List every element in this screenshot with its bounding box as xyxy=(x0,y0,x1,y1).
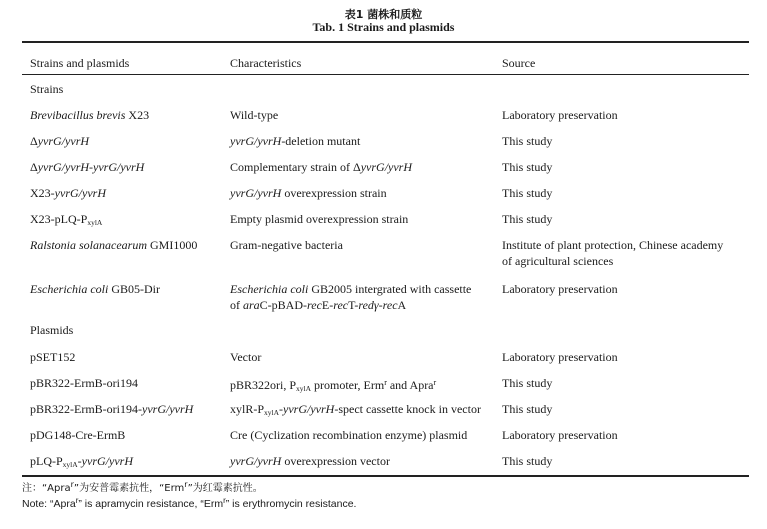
table-note-english: Note: “Apra$^r$” is apramycin resistance, “Erm$^r$” is erythromycin resistance. xyxy=(22,496,357,510)
table-row-characteristic: Empty plasmid overexpression strain xyxy=(230,212,409,226)
table-row-name: ΔyvrG/yvrH-yvrG/yvrH xyxy=(30,160,145,174)
table-row-name: pSET152 xyxy=(30,350,76,364)
table-row-characteristic: yvrG/yvrH overexpression vector xyxy=(230,454,390,468)
table-row-source: Institute of plant protection, Chinese academy of agricultural sciences xyxy=(502,238,724,268)
header-characteristics: Characteristics xyxy=(230,56,302,70)
header-rule xyxy=(22,74,749,75)
table-row-source: This study xyxy=(502,402,553,416)
table-row-characteristic: Escherichia coli GB2005 intergrated with cassette of araC-pBAD-recE-recT-redγ-recA xyxy=(230,282,472,312)
bottom-rule xyxy=(22,475,749,477)
table-row-source: Laboratory preservation xyxy=(502,282,618,296)
table-row-characteristic: Complementary strain of ΔyvrG/yvrH xyxy=(230,160,413,174)
header-source: Source xyxy=(502,56,536,70)
table-title-english: Tab. 1 Strains and plasmids xyxy=(312,20,455,34)
table-row-name: Brevibacillus brevis X23 xyxy=(30,108,150,122)
table-title-chinese: 表1 菌株和质粒 xyxy=(344,8,423,21)
table-row-name: X23-yvrG/yvrH xyxy=(30,186,106,200)
top-rule xyxy=(22,41,749,43)
table-note-chinese: 注：“Apra$^r$”为安普霉素抗性，“Erm$^r$”为红霉素抗性。 xyxy=(22,480,263,494)
table-row-characteristic: Wild-type xyxy=(230,108,279,122)
table-row-characteristic: Gram-negative bacteria xyxy=(230,238,343,252)
table-row-characteristic: Cre (Cyclization recombination enzyme) plasmid xyxy=(230,428,468,442)
table-row-name: $X23-pLQ-P_{xylA}$ xyxy=(30,212,103,227)
table-row-name: Ralstonia solanacearum GMI1000 xyxy=(30,238,198,252)
table-row-characteristic: xylR-$P_{xylA}-yvrG/yvrH$-spect cassette knock in vector xyxy=(230,402,481,417)
table-row-name: Escherichia coli GB05-Dir xyxy=(30,282,160,296)
table-row-source: This study xyxy=(502,454,553,468)
table-row-name: ΔyvrG/yvrH xyxy=(30,134,90,148)
table-row-source: Laboratory preservation xyxy=(502,350,618,364)
table-row-source: This study xyxy=(502,186,553,200)
table-row-source: Laboratory preservation xyxy=(502,428,618,442)
table-row-characteristic: yvrG/yvrH-deletion mutant xyxy=(230,134,361,148)
table-row-characteristic: yvrG/yvrH overexpression strain xyxy=(230,186,387,200)
section-strains: Strains xyxy=(30,82,64,96)
header-strains-plasmids: Strains and plasmids xyxy=(30,56,130,70)
table-row-source: This study xyxy=(502,376,553,390)
section-plasmids: Plasmids xyxy=(30,323,74,337)
table-row-characteristic: Vector xyxy=(230,350,262,364)
table-row-name: pBR322-ErmB-ori194-yvrG/yvrH xyxy=(30,402,194,416)
table-row-source: This study xyxy=(502,212,553,226)
table-row-name: pBR322-ErmB-ori194 xyxy=(30,376,138,390)
table-row-name: pLQ-$P_{xylA}-yvrG$/yvrH xyxy=(30,454,133,469)
table-row-source: Laboratory preservation xyxy=(502,108,618,122)
table-row-name: pDG148-Cre-ErmB xyxy=(30,428,126,442)
table-row-source: This study xyxy=(502,160,553,174)
table-row-source: This study xyxy=(502,134,553,148)
table-row-characteristic: pBR322ori, $P_{xylA}$ promoter, Erm$^r$ and Apra$^r$ xyxy=(230,378,437,393)
